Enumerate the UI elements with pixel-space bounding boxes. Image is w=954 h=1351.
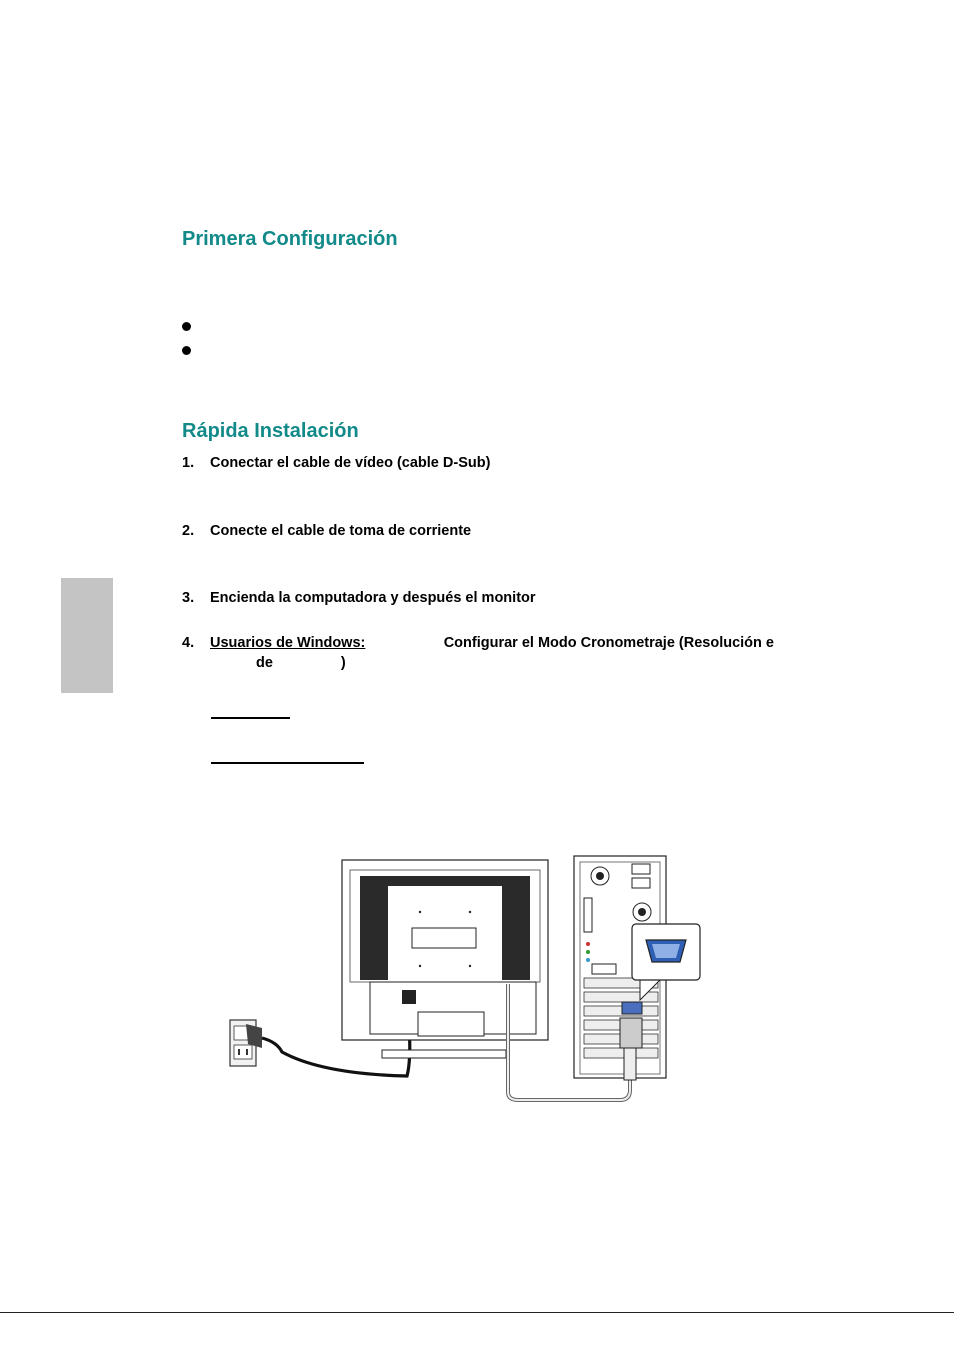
section-title-primera-configuracion: Primera Configuración	[182, 228, 398, 250]
connection-diagram	[222, 852, 702, 1102]
wall-outlet-icon	[230, 1020, 262, 1066]
bullet-point	[182, 346, 191, 355]
footer-rule	[0, 1312, 954, 1313]
step-4: 4. Usuarios de Windows: Configurar el Modo Cronometraje (Resolución e de )	[182, 635, 774, 671]
language-side-tab	[61, 578, 113, 693]
underline-rule	[211, 717, 290, 719]
step-4-line1: Configurar el Modo Cronometraje (Resolución e	[443, 635, 774, 651]
step-3: 3. Encienda la computadora y después el monitor	[182, 590, 536, 606]
monitor-back-icon	[342, 860, 548, 1058]
section-title-rapida-instalacion: Rápida Instalación	[182, 420, 359, 442]
bullet-point	[182, 322, 191, 331]
step-1: 1. Conectar el cable de vídeo (cable D-Sub)	[182, 455, 491, 471]
underline-rule	[211, 762, 364, 764]
step-2: 2. Conecte el cable de toma de corriente	[182, 523, 472, 539]
windows-users-label: Usuarios de Windows:	[210, 635, 366, 651]
